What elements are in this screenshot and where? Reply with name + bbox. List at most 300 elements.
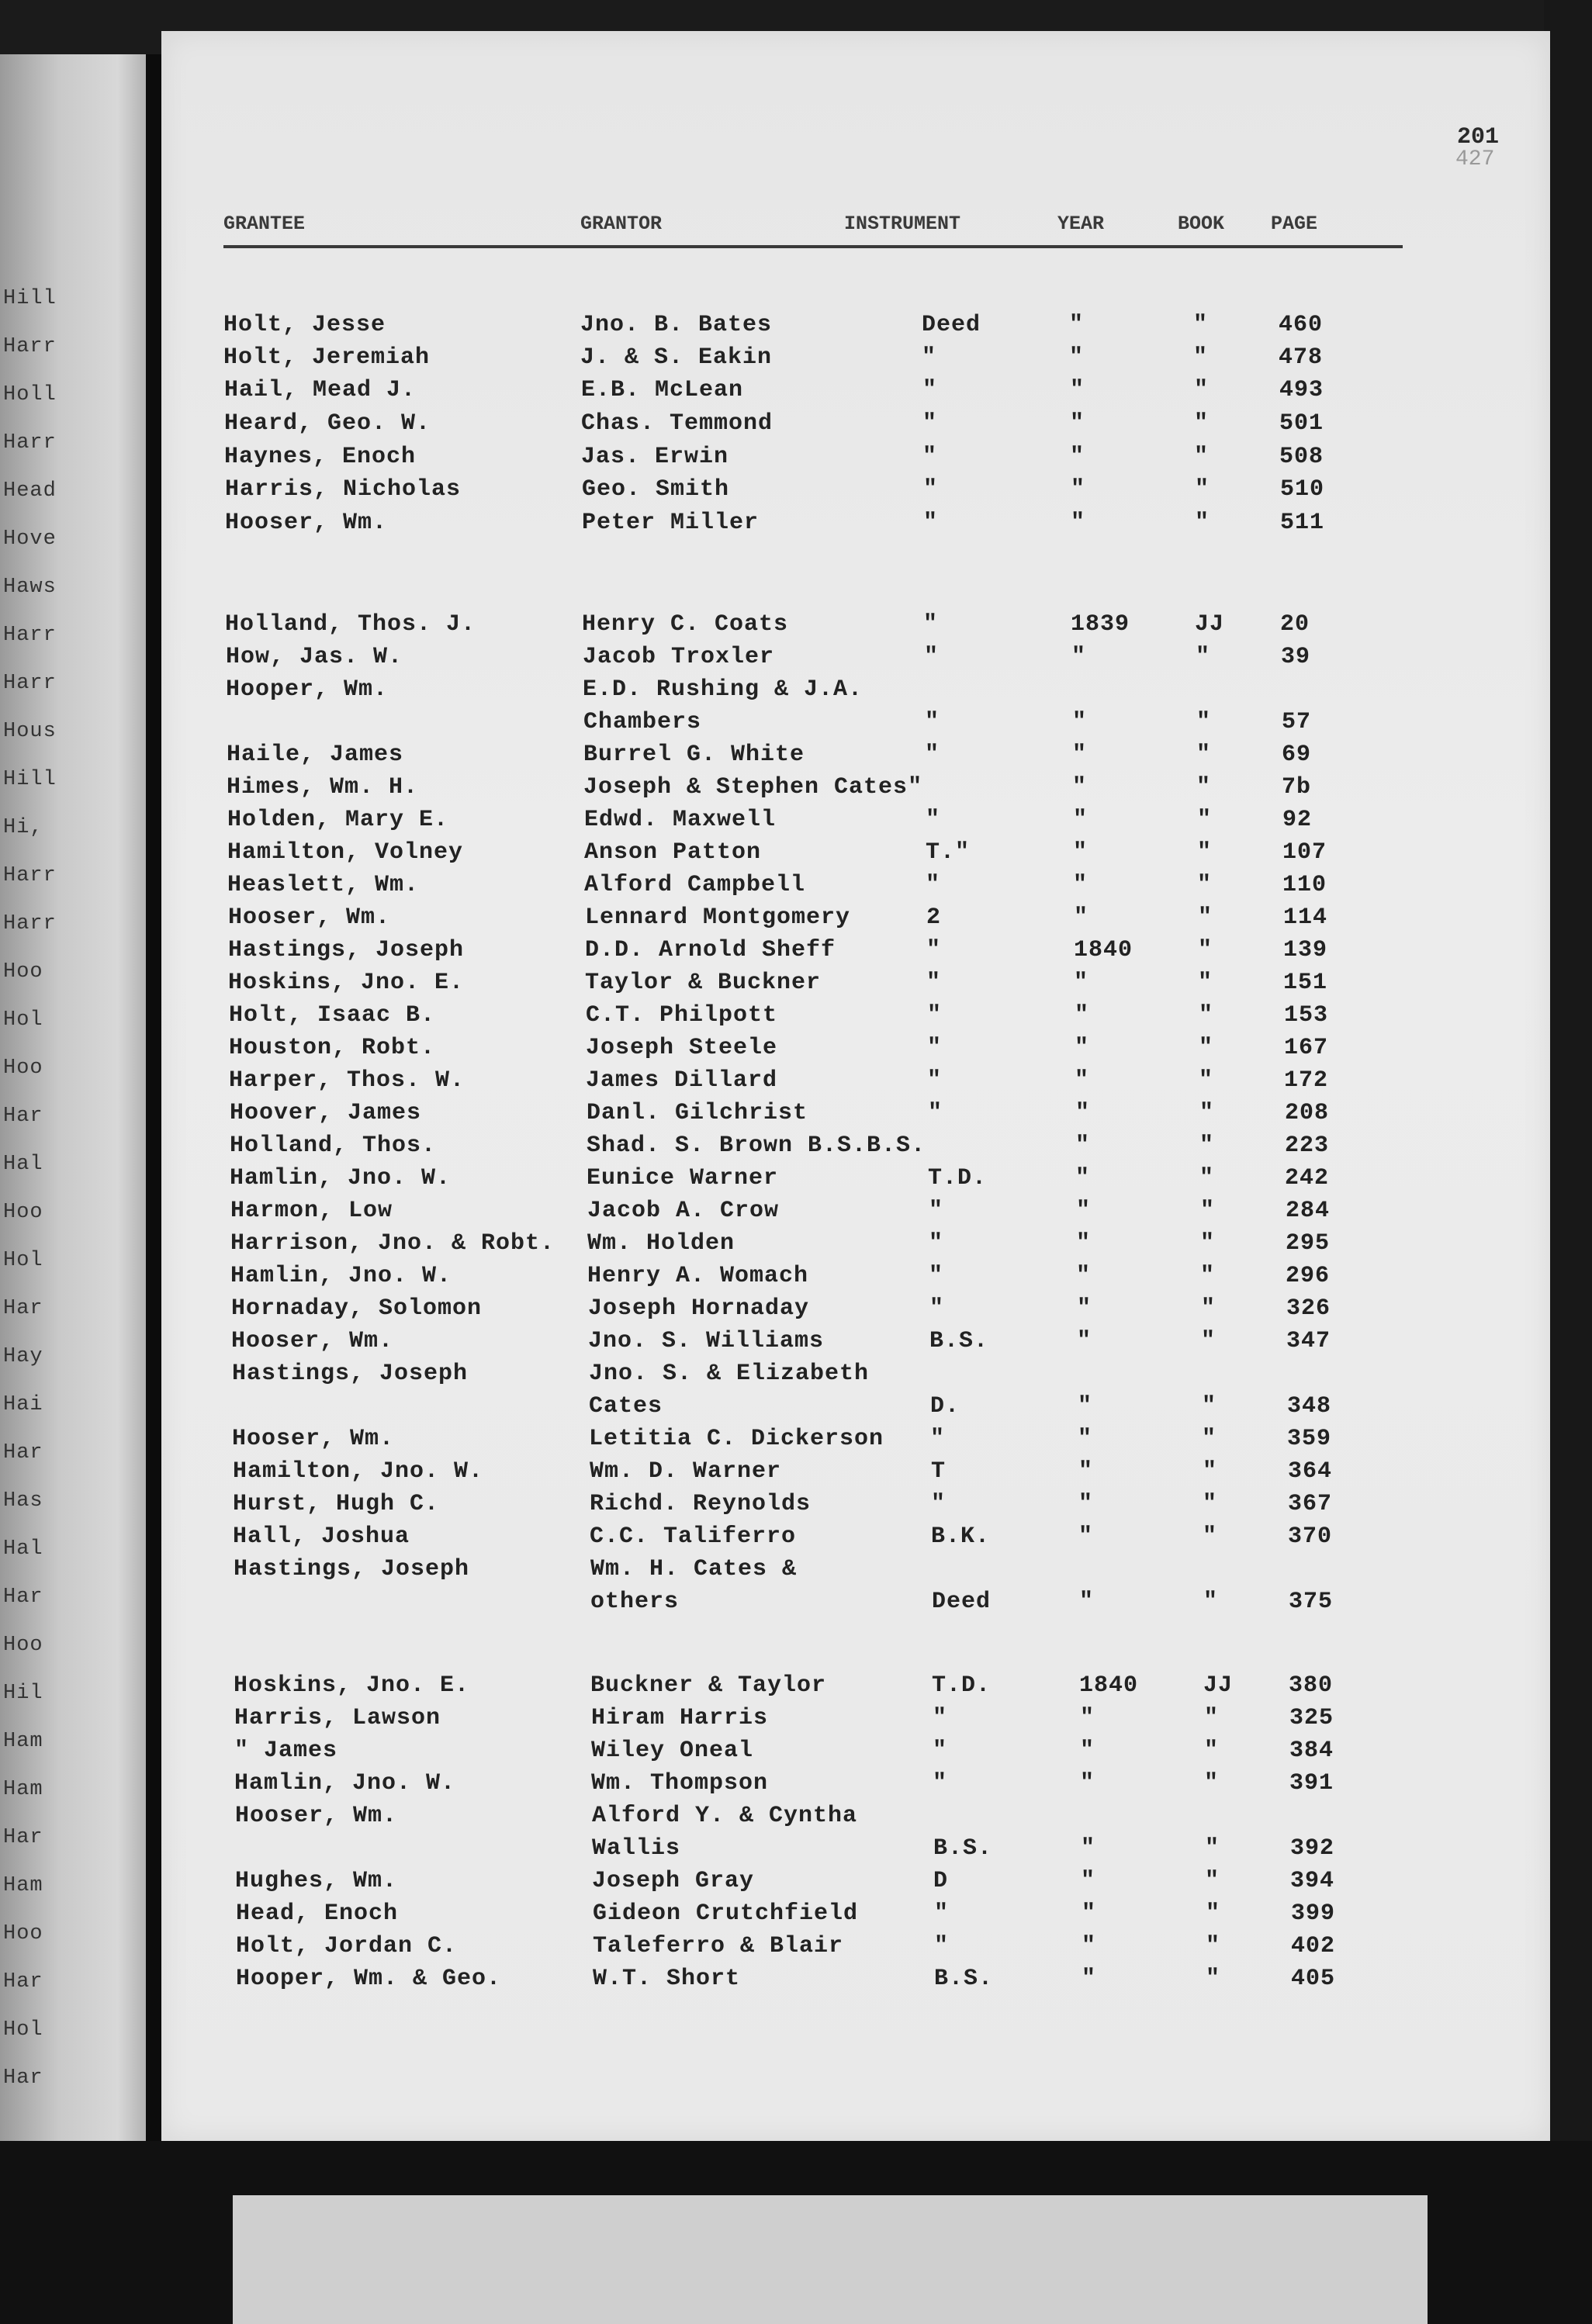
cell-page: 380 (1289, 1672, 1334, 1699)
cell-grantor: Wiley Oneal (591, 1738, 754, 1764)
table-row (161, 344, 1550, 377)
cell-grantee: Hooper, Wm. & Geo. (236, 1966, 502, 1992)
cell-page: 402 (1291, 1933, 1336, 1959)
table-row (161, 1738, 1550, 1770)
adjacent-page-text: Ham (3, 1778, 43, 1801)
cell-grantee: Harper, Thos. W. (229, 1067, 465, 1094)
cell-book: " (1206, 1900, 1221, 1927)
cell-grantee: Hamilton, Jno. W. (233, 1458, 484, 1485)
cell-grantor: Taylor & Buckner (585, 970, 822, 996)
cell-instrument: B.K. (931, 1523, 991, 1550)
cell-grantor: Danl. Gilchrist (587, 1100, 808, 1126)
table-row (161, 1067, 1550, 1100)
table-row (161, 510, 1550, 542)
adjacent-page-text: Hove (3, 527, 57, 551)
cell-instrument: " (922, 344, 937, 371)
cell-year: " (1082, 1900, 1097, 1927)
adjacent-page-text: Hil (3, 1682, 43, 1705)
cell-year: " (1075, 1002, 1090, 1029)
cell-book: " (1196, 644, 1211, 670)
cell-year: " (1077, 1328, 1092, 1354)
cell-book: " (1196, 742, 1212, 768)
table-row (161, 742, 1550, 774)
adjacent-page-text: Holl (3, 383, 57, 406)
table-row (161, 1705, 1550, 1738)
cell-year: " (1078, 1458, 1094, 1485)
cell-page: 167 (1284, 1035, 1329, 1061)
cell-grantee: Holland, Thos. (230, 1133, 437, 1159)
cell-grantor: Joseph Hornaday (588, 1295, 810, 1322)
cell-grantee: Hoskins, Jno. E. (228, 970, 465, 996)
cell-year: 1840 (1079, 1672, 1139, 1699)
cell-year: " (1075, 1165, 1091, 1191)
cell-instrument: " (929, 1263, 944, 1289)
adjacent-page-text: Head (3, 479, 57, 503)
old-page-number: 427 (1455, 147, 1495, 171)
cell-page: 7b (1282, 774, 1312, 801)
adjacent-page-text: Har (3, 1297, 43, 1320)
cell-year: " (1080, 1770, 1095, 1797)
table-row (161, 1672, 1550, 1705)
cell-grantee: Holden, Mary E. (227, 807, 449, 833)
cell-book: " (1204, 1705, 1220, 1731)
cell-grantee: Haile, James (227, 742, 404, 768)
cell-book: " (1197, 872, 1213, 898)
cell-page: 394 (1290, 1868, 1335, 1894)
table-row (161, 1458, 1550, 1491)
cell-year: " (1076, 1263, 1092, 1289)
cell-book: " (1194, 377, 1210, 403)
adjacent-page-text: Har (3, 1586, 43, 1609)
cell-page: 392 (1290, 1835, 1335, 1862)
cell-page: 326 (1286, 1295, 1331, 1322)
adjacent-page-text: Ham (3, 1730, 43, 1753)
cell-book: " (1203, 1589, 1219, 1615)
cell-book: " (1199, 1100, 1215, 1126)
header-rule (223, 245, 1403, 248)
cell-instrument: B.S. (934, 1966, 994, 1992)
cell-grantor: Chambers (583, 709, 702, 735)
table-row (161, 611, 1550, 644)
cell-grantor: Richd. Reynolds (590, 1491, 812, 1517)
cell-year: " (1082, 1933, 1097, 1959)
cell-year: " (1080, 1738, 1095, 1764)
table-row (161, 872, 1550, 904)
adjacent-page-text: Harr (3, 431, 57, 455)
cell-instrument: " (925, 709, 940, 735)
cell-book: " (1199, 1165, 1215, 1191)
cell-book: JJ (1203, 1672, 1234, 1699)
table-row (161, 1295, 1550, 1328)
table-row (161, 807, 1550, 839)
cell-grantee: Hail, Mead J. (224, 377, 417, 403)
cell-book: " (1204, 1770, 1220, 1797)
cell-grantee: Haynes, Enoch (224, 444, 417, 470)
cell-book: " (1199, 1067, 1214, 1094)
cell-book: " (1198, 970, 1213, 996)
cell-instrument: B.S. (929, 1328, 989, 1354)
cell-page: 325 (1289, 1705, 1334, 1731)
header-year: YEAR (1057, 213, 1105, 235)
cell-instrument: " (933, 1705, 948, 1731)
cell-grantor: Edwd. Maxwell (584, 807, 777, 833)
cell-instrument: T.D. (932, 1672, 992, 1699)
cell-page: 284 (1286, 1198, 1331, 1224)
cell-year: " (1077, 1295, 1092, 1322)
table-row (161, 1900, 1550, 1933)
adjacent-page-text: Hoo (3, 1057, 43, 1080)
cell-page: 69 (1282, 742, 1312, 768)
cell-year: 1840 (1074, 937, 1133, 963)
cell-instrument: " (929, 1198, 944, 1224)
cell-page: 151 (1283, 970, 1328, 996)
table-row (161, 970, 1550, 1002)
header-page: PAGE (1271, 213, 1318, 235)
adjacent-page-text: Harr (3, 335, 57, 358)
cell-grantor: Geo. Smith (582, 476, 730, 503)
adjacent-page-text: Haws (3, 576, 57, 599)
cell-page: 511 (1280, 510, 1325, 536)
cell-instrument: " (922, 410, 938, 437)
cell-page: 359 (1287, 1426, 1332, 1452)
cell-instrument: " (926, 872, 941, 898)
index-page (161, 31, 1550, 2141)
cell-page: 347 (1286, 1328, 1331, 1354)
cell-page: 295 (1286, 1230, 1331, 1257)
cell-instrument: " (933, 1738, 948, 1764)
cell-book: " (1200, 1230, 1216, 1257)
cell-year: " (1075, 1100, 1091, 1126)
cell-book: " (1193, 312, 1209, 338)
page-number: 201 (1457, 124, 1500, 150)
cell-book: " (1199, 1035, 1214, 1061)
cell-grantor: Peter Miller (582, 510, 760, 536)
cell-page: 364 (1288, 1458, 1333, 1485)
adjacent-page-text: Hoo (3, 1634, 43, 1657)
cell-year: " (1081, 1835, 1096, 1862)
adjacent-page-text: Har (3, 1105, 43, 1128)
table-row (161, 444, 1550, 476)
cell-instrument: " (922, 377, 938, 403)
cell-book: " (1204, 1738, 1220, 1764)
cell-grantee: Hughes, Wm. (235, 1868, 398, 1894)
cell-grantor: Wm. Thompson (591, 1770, 769, 1797)
cell-page: 478 (1279, 344, 1324, 371)
cell-page: 296 (1286, 1263, 1331, 1289)
cell-grantor: E.D. Rushing & J.A. (583, 676, 863, 703)
cell-instrument: " (924, 644, 940, 670)
table-row (161, 410, 1550, 443)
adjacent-page-text: Har (3, 1441, 43, 1465)
table-row (161, 676, 1550, 709)
adjacent-page-text: Hi, (3, 816, 43, 839)
cell-grantee: Hamlin, Jno. W. (230, 1165, 452, 1191)
table-row (161, 1393, 1550, 1426)
cell-year: " (1071, 476, 1086, 503)
cell-grantor: Cates (589, 1393, 663, 1420)
cell-year: " (1073, 839, 1088, 866)
table-row (161, 312, 1550, 344)
cell-grantor: Alford Y. & Cyntha (592, 1803, 858, 1829)
cell-instrument: 2 (926, 904, 942, 931)
cell-grantee: Harris, Nicholas (225, 476, 462, 503)
cell-grantee: Hooser, Wm. (231, 1328, 394, 1354)
table-row (161, 1361, 1550, 1393)
adjacent-page-text: Hay (3, 1345, 43, 1368)
cell-grantor: Hiram Harris (591, 1705, 769, 1731)
cell-page: 348 (1287, 1393, 1332, 1420)
cell-page: 153 (1284, 1002, 1329, 1029)
cell-grantee: Hooser, Wm. (225, 510, 388, 536)
adjacent-page-text: Harr (3, 912, 57, 935)
cell-grantor: Jacob Troxler (583, 644, 775, 670)
adjacent-page-text: Ham (3, 1874, 43, 1897)
adjacent-page-text: Har (3, 1970, 43, 1994)
cell-year: " (1073, 807, 1088, 833)
cell-grantor: Chas. Temmond (581, 410, 774, 437)
cell-grantor: Buckner & Taylor (590, 1672, 827, 1699)
cell-instrument: " (923, 476, 939, 503)
table-row (161, 1835, 1550, 1868)
cell-grantor: others (590, 1589, 680, 1615)
cell-year: " (1075, 1133, 1091, 1159)
table-row (161, 1556, 1550, 1589)
cell-grantee: Hornaday, Solomon (231, 1295, 483, 1322)
cell-instrument: Deed (922, 312, 981, 338)
cell-year: " (1080, 1705, 1095, 1731)
cell-grantee: Holt, Jordan C. (236, 1933, 458, 1959)
cell-grantee: Head, Enoch (236, 1900, 399, 1927)
table-row (161, 1868, 1550, 1900)
cell-grantor: Gideon Crutchfield (593, 1900, 859, 1927)
cell-book: " (1198, 937, 1213, 963)
cell-grantee: " James (234, 1738, 338, 1764)
cell-grantee: Hall, Joshua (233, 1523, 410, 1550)
cell-grantor: Jno. B. Bates (580, 312, 773, 338)
table-row (161, 1426, 1550, 1458)
cell-grantee: Hooser, Wm. (232, 1426, 395, 1452)
table-row (161, 1803, 1550, 1835)
table-row (161, 1589, 1550, 1621)
table-row (161, 1165, 1550, 1198)
cell-grantor: Joseph Steele (586, 1035, 778, 1061)
cell-year: " (1074, 904, 1089, 931)
table-row (161, 1491, 1550, 1523)
cell-page: 384 (1289, 1738, 1334, 1764)
cell-book: JJ (1195, 611, 1225, 638)
cell-grantor: Joseph & Stephen Cates" (583, 774, 923, 801)
table-row (161, 774, 1550, 807)
cell-book: " (1200, 1198, 1216, 1224)
cell-instrument: " (926, 937, 942, 963)
cell-grantee: Houston, Robt. (229, 1035, 436, 1061)
cell-year: " (1075, 1067, 1090, 1094)
cell-year: " (1070, 377, 1085, 403)
cell-page: 405 (1291, 1966, 1336, 1992)
cell-grantee: Hastings, Joseph (232, 1361, 469, 1387)
cell-instrument: B.S. (933, 1835, 993, 1862)
cell-grantee: Heard, Geo. W. (224, 410, 431, 437)
cell-grantee: Hoover, James (230, 1100, 422, 1126)
cell-grantor: Jas. Erwin (581, 444, 729, 470)
cell-grantor: Wm. D. Warner (590, 1458, 782, 1485)
cell-instrument: " (922, 444, 938, 470)
cell-book: " (1203, 1523, 1218, 1550)
cell-grantor: Wallis (592, 1835, 681, 1862)
cell-book: " (1202, 1426, 1217, 1452)
cell-grantor: Jno. S. Williams (588, 1328, 825, 1354)
adjacent-page-text: Har (3, 2066, 43, 2090)
cell-grantor: C.C. Taliferro (590, 1523, 797, 1550)
cell-year: " (1078, 1523, 1094, 1550)
scanner-background-right (1544, 0, 1592, 2324)
adjacent-page-text: Harr (3, 864, 57, 887)
cell-grantee: Holt, Jesse (223, 312, 386, 338)
cell-book: " (1195, 510, 1210, 536)
cell-year: " (1074, 970, 1089, 996)
cell-grantor: W.T. Short (593, 1966, 741, 1992)
cell-grantee: Hooper, Wm. (226, 676, 389, 703)
cell-grantor: D.D. Arnold Sheff (585, 937, 836, 963)
binder-gutter (146, 54, 163, 2149)
cell-book: " (1199, 1002, 1214, 1029)
cell-year: " (1071, 510, 1086, 536)
cell-book: " (1206, 1966, 1221, 1992)
table-row (161, 644, 1550, 676)
cell-year: " (1070, 444, 1085, 470)
cell-page: 508 (1279, 444, 1324, 470)
table-row (161, 1966, 1550, 1998)
cell-grantee: Hamlin, Jno. W. (234, 1770, 456, 1797)
cell-grantor: Wm. Holden (587, 1230, 735, 1257)
cell-year: " (1078, 1491, 1094, 1517)
cell-book: " (1194, 410, 1210, 437)
cell-instrument: " (929, 1230, 944, 1257)
adjacent-page-text: Har (3, 1826, 43, 1849)
table-row (161, 1002, 1550, 1035)
cell-instrument: " (929, 1295, 945, 1322)
cell-instrument: " (931, 1491, 947, 1517)
cell-year: " (1075, 1035, 1090, 1061)
cell-book: " (1197, 807, 1213, 833)
cell-instrument: " (923, 510, 939, 536)
adjacent-page-text: Hal (3, 1537, 43, 1561)
cell-instrument: " (928, 1100, 943, 1126)
cell-grantor: J. & S. Eakin (580, 344, 773, 371)
table-row (161, 1133, 1550, 1165)
cell-book: " (1199, 1133, 1215, 1159)
cell-page: 242 (1285, 1165, 1330, 1191)
cell-grantor: Joseph Gray (592, 1868, 755, 1894)
cell-year: " (1079, 1589, 1095, 1615)
table-row (161, 1933, 1550, 1966)
table-row (161, 1263, 1550, 1295)
table-row (161, 1035, 1550, 1067)
cell-grantor: Jno. S. & Elizabeth (589, 1361, 870, 1387)
cell-grantee: Holt, Isaac B. (229, 1002, 436, 1029)
cell-instrument: D. (930, 1393, 960, 1420)
cell-instrument: " (926, 970, 942, 996)
cell-book: " (1200, 1263, 1216, 1289)
cell-grantor: C.T. Philpott (586, 1002, 778, 1029)
adjacent-page-text: Harr (3, 672, 57, 695)
adjacent-page-text: Hill (3, 287, 57, 310)
cell-grantor: Letitia C. Dickerson (589, 1426, 884, 1452)
adjacent-page-text: Hal (3, 1153, 43, 1176)
table-row (161, 1230, 1550, 1263)
cell-instrument: D (933, 1868, 949, 1894)
cell-grantor: Anson Patton (584, 839, 762, 866)
cell-grantor: Shad. S. Brown B.S.B.S. (587, 1133, 926, 1159)
header-grantor: GRANTOR (580, 213, 663, 235)
cell-page: 391 (1289, 1770, 1334, 1797)
table-row (161, 839, 1550, 872)
table-row (161, 1770, 1550, 1803)
cell-book: " (1205, 1835, 1220, 1862)
cell-grantor: Taleferro & Blair (593, 1933, 844, 1959)
cell-instrument: " (927, 1002, 943, 1029)
cell-book: " (1198, 904, 1213, 931)
cell-page: 39 (1281, 644, 1311, 670)
cell-page: 493 (1279, 377, 1324, 403)
cell-grantor: Eunice Warner (587, 1165, 779, 1191)
cell-page: 367 (1288, 1491, 1333, 1517)
cell-page: 208 (1285, 1100, 1330, 1126)
cell-instrument: " (926, 807, 941, 833)
cell-year: " (1072, 709, 1088, 735)
cell-book: " (1205, 1868, 1220, 1894)
cell-grantee: Harmon, Low (230, 1198, 393, 1224)
cell-grantee: Hastings, Joseph (228, 937, 465, 963)
cell-instrument: Deed (932, 1589, 992, 1615)
cell-book: " (1201, 1328, 1216, 1354)
adjacent-page-text: Has (3, 1489, 43, 1513)
cell-grantee: Hamlin, Jno. W. (230, 1263, 452, 1289)
adjacent-page-text: Hoo (3, 960, 43, 984)
cell-book: " (1203, 1458, 1218, 1485)
cell-page: 57 (1282, 709, 1312, 735)
cell-year: " (1072, 742, 1088, 768)
cell-page: 114 (1283, 904, 1328, 931)
cell-year: " (1070, 410, 1085, 437)
cell-year: " (1072, 774, 1088, 801)
cell-instrument: " (930, 1426, 946, 1452)
table-row (161, 476, 1550, 509)
cell-year: " (1069, 312, 1085, 338)
cell-book: " (1196, 709, 1212, 735)
table-row (161, 1100, 1550, 1133)
cell-page: 370 (1288, 1523, 1333, 1550)
cell-grantee: Harrison, Jno. & Robt. (230, 1230, 555, 1257)
cell-grantee: Hastings, Joseph (234, 1556, 470, 1582)
cell-grantor: Wm. H. Cates & (590, 1556, 798, 1582)
cell-grantee: Hooser, Wm. (228, 904, 391, 931)
cell-book: " (1196, 774, 1212, 801)
cell-book: " (1202, 1393, 1217, 1420)
cell-year: " (1076, 1198, 1092, 1224)
cell-instrument: " (933, 1770, 948, 1797)
cell-grantee: How, Jas. W. (226, 644, 403, 670)
cell-grantee: Heaslett, Wm. (227, 872, 420, 898)
cell-instrument: " (934, 1933, 950, 1959)
cell-grantee: Hamilton, Volney (227, 839, 464, 866)
cell-year: " (1082, 1966, 1097, 1992)
cell-page: 460 (1279, 312, 1324, 338)
adjacent-page-text: Hol (3, 1249, 43, 1272)
cell-page: 139 (1283, 937, 1328, 963)
cell-instrument: T." (926, 839, 971, 866)
header-grantee: GRANTEE (223, 213, 306, 235)
